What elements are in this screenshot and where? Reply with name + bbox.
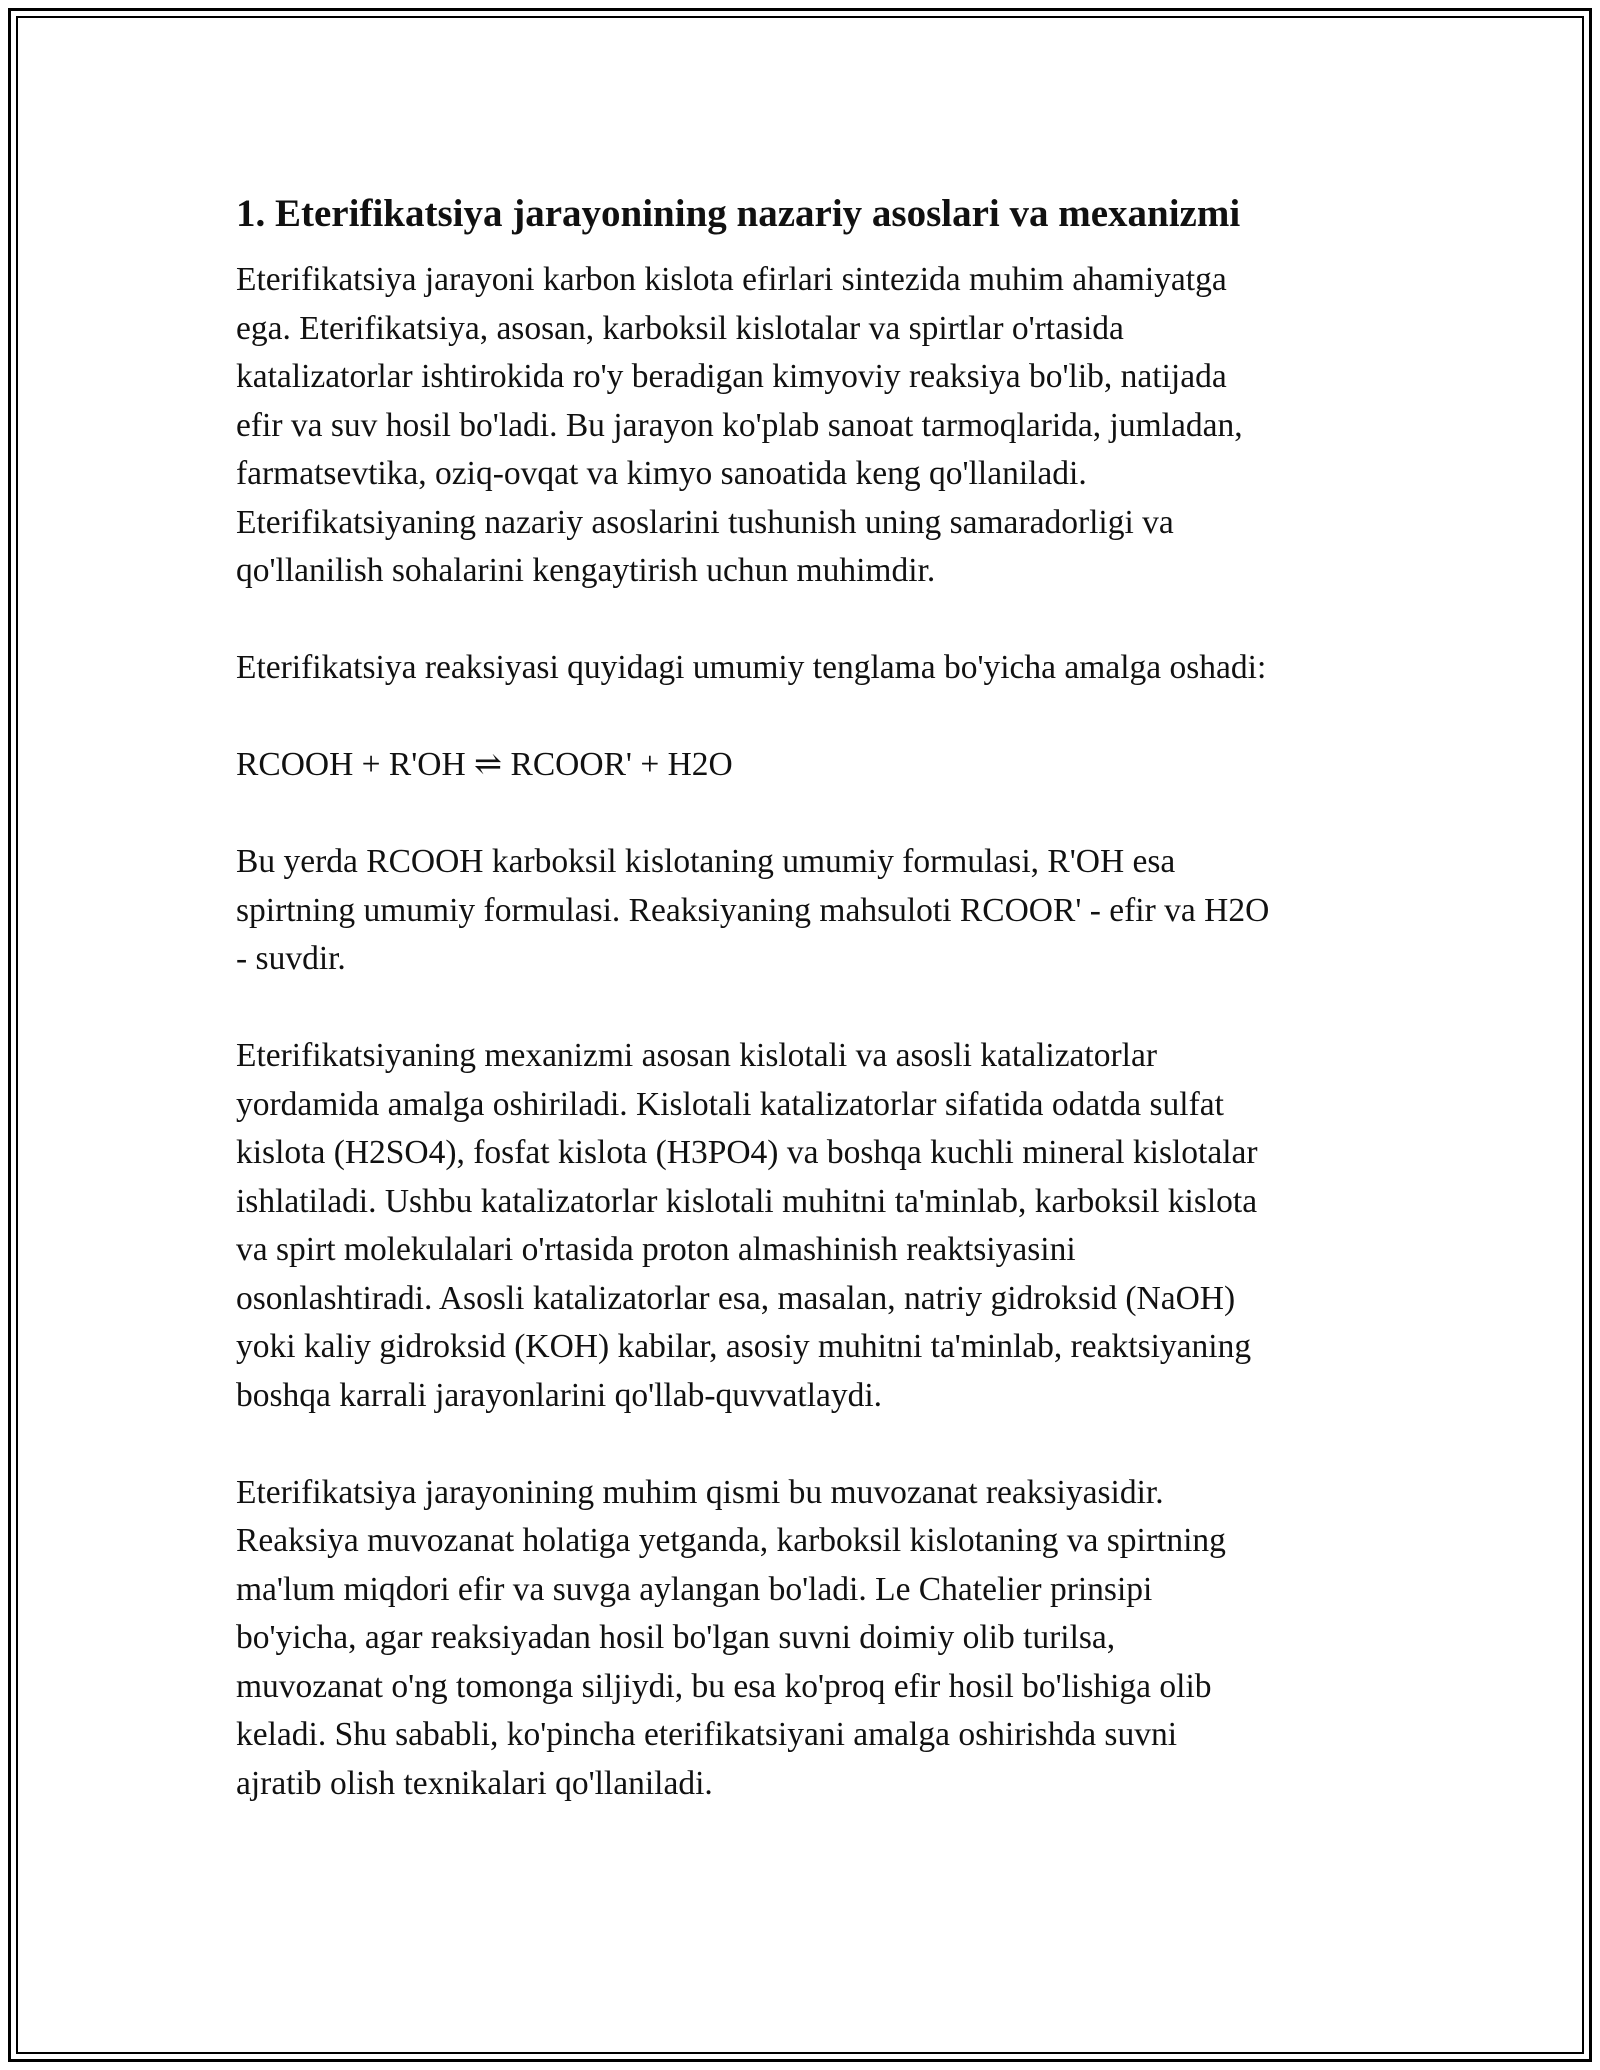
section-heading: 1. Eterifikatsiya jarayonining nazariy asoslari va mexanizmi [236,192,1241,235]
document-content [236,186,1376,1808]
equation-intro-paragraph: Eterifikatsiya reaksiyasi quyidagi umumiy tenglama bo'yicha amalga oshadi: [236,649,1267,686]
intro-paragraph: Eterifikatsiya jarayoni karbon kislota efirlari sintezida muhim ahamiyatga ega. Eterifikatsiya, asosan, karboksil kislotalar va spirtlar o'rtasida katalizatorlar ishtirokida ro'y beradigan kimyoviy reaksiya bo'lib, natijada efir va suv hosil bo'ladi. Bu jarayon ko'plab sanoat tarmoqlarida, jumladan, farmatsevtika, oziq-ovqat va kimyo sanoatida keng qo'llaniladi. Eterifikatsiyaning nazariy asoslarini tushunish uning samaradorligi va qo'llanilish sohalarini kengaytirish uchun muhimdir. [236,261,1243,589]
equilibrium-paragraph: Eterifikatsiya jarayonining muhim qismi bu muvozanat reaksiyasidir. Reaksiya muvozanat holatiga yetganda, karboksil kislotaning va spirtning ma'lum miqdori efir va suvga aylangan bo'ladi. Le Chatelier prinsipi bo'yicha, agar reaksiyadan hosil bo'lgan suvni doimiy olib turilsa, muvozanat o'ng tomonga siljiydi, bu esa ko'proq efir hosil bo'lishiga olib keladi. Shu sababli, ko'pincha eterifikatsiyani amalga oshirishda suvni ajratib olish texnikalari qo'llaniladi. [236,1473,1226,1802]
reaction-equation: RCOOH + R'OH ⇌ RCOOR' + H2O [236,746,733,783]
equation-explanation-paragraph: Bu yerda RCOOH karboksil kislotaning umumiy formulasi, R'OH esa spirtning umumiy formulasi. Reaksiyaning mahsuloti RCOOR' - efir va H2O - suvdir. [236,843,1270,977]
mechanism-paragraph: Eterifikatsiyaning mexanizmi asosan kislotali va asosli katalizatorlar yordamida amalga oshiriladi. Kislotali katalizatorlar sifatida odatda sulfat kislota (H2SO4), fosfat kislota (H3PO4) va boshqa kuchli mineral kislotalar ishlatiladi. Ushbu katalizatorlar kislotali muhitni ta'minlab, karboksil kislota va spirt molekulalari o'rtasida proton almashinish reaktsiyasini osonlashtiradi. Asosli katalizatorlar esa, masalan, natriy gidroksid (NaOH) yoki kaliy gidroksid (KOH) kabilar, asosiy muhitni ta'minlab, reaktsiyaning boshqa karrali jarayonlarini qo'llab-quvvatlaydi. [236,1037,1258,1414]
